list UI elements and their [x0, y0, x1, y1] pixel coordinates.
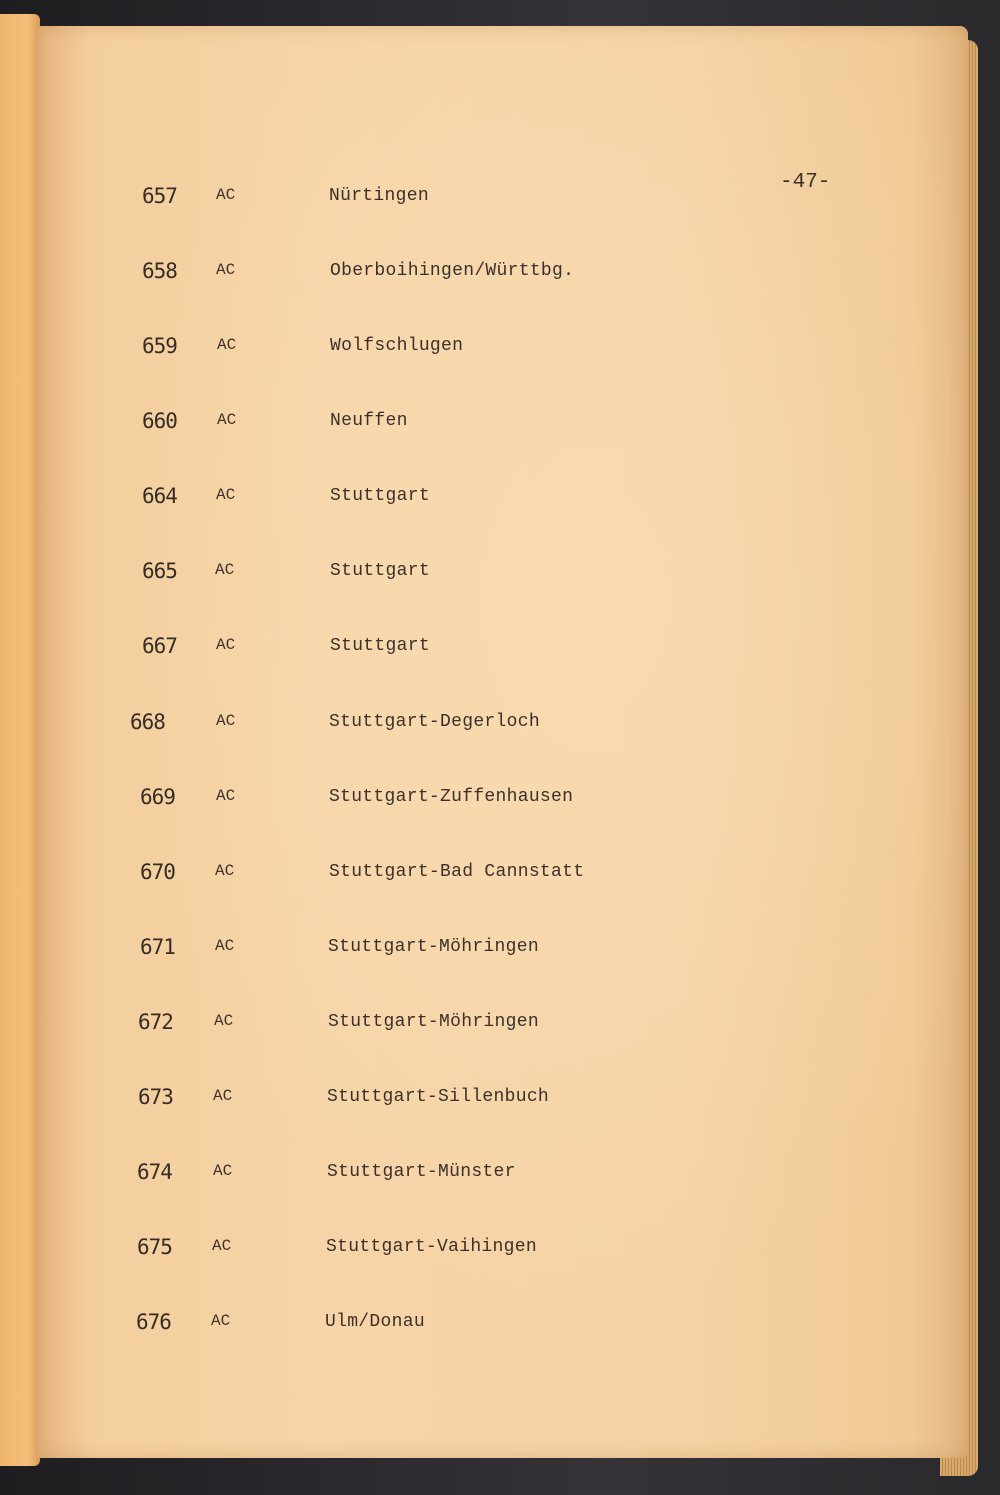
entry-place: Nürtingen [329, 186, 429, 206]
entry-number: 669 [140, 785, 175, 809]
entry-place: Stuttgart-Möhringen [328, 937, 539, 957]
entry-number: 674 [137, 1160, 172, 1184]
entry-place: Stuttgart-Bad Cannstatt [329, 862, 585, 882]
entry-code: AC [216, 636, 236, 654]
entry-place: Wolfschlugen [330, 336, 464, 356]
entry-number: 657 [142, 184, 177, 208]
entry-code: AC [216, 486, 236, 504]
entry-number: 673 [138, 1085, 173, 1109]
list-entry [36, 1010, 736, 1040]
entry-number: 672 [138, 1010, 173, 1034]
entry-code: AC [213, 1162, 233, 1180]
entry-code: AC [216, 261, 236, 279]
entry-place: Ulm/Donau [325, 1312, 425, 1332]
list-entry [36, 484, 736, 514]
entry-code: AC [216, 186, 236, 204]
list-entry [36, 559, 736, 589]
entry-place: Neuffen [330, 411, 408, 431]
list-entry [36, 1085, 736, 1115]
entry-number: 670 [140, 860, 175, 884]
list-entry [36, 184, 736, 214]
entry-place: Stuttgart [330, 636, 430, 656]
entry-number: 665 [142, 559, 177, 583]
entry-number: 664 [142, 484, 177, 508]
entry-code: AC [217, 411, 237, 429]
document-page [36, 26, 968, 1458]
entry-place: Stuttgart-Münster [327, 1162, 516, 1182]
entry-place: Stuttgart-Sillenbuch [327, 1087, 550, 1107]
entry-code: AC [213, 1087, 233, 1105]
entry-code: AC [214, 1012, 234, 1030]
entry-place: Stuttgart-Möhringen [328, 1012, 539, 1032]
list-entry [36, 1235, 736, 1265]
page-number: -47- [780, 171, 831, 194]
entry-code: AC [211, 1312, 231, 1330]
entry-number: 671 [140, 935, 175, 959]
entry-place: Stuttgart-Zuffenhausen [329, 787, 574, 807]
list-entry [36, 860, 736, 890]
list-entry [36, 785, 736, 815]
entry-code: AC [212, 1237, 232, 1255]
entry-number: 668 [130, 710, 165, 734]
entry-code: AC [216, 787, 236, 805]
list-entry [36, 634, 736, 664]
entry-code: AC [216, 712, 236, 730]
entry-number: 667 [142, 634, 177, 658]
entry-place: Stuttgart [330, 561, 430, 581]
entry-number: 675 [137, 1235, 172, 1259]
entry-number: 676 [136, 1310, 171, 1334]
entry-number: 659 [142, 334, 177, 358]
list-entry [36, 259, 736, 289]
entry-code: AC [215, 561, 235, 579]
entry-number: 658 [142, 259, 177, 283]
entry-code: AC [215, 937, 235, 955]
entry-place: Oberboihingen/Württbg. [330, 261, 575, 281]
entry-place: Stuttgart-Vaihingen [326, 1237, 537, 1257]
entry-code: AC [217, 336, 237, 354]
list-entry [36, 1160, 736, 1190]
entry-code: AC [215, 862, 235, 880]
list-entry [36, 710, 736, 740]
list-entry [36, 409, 736, 439]
entry-place: Stuttgart-Degerloch [329, 712, 540, 732]
list-entry [36, 935, 736, 965]
left-page-edge [0, 14, 40, 1466]
entry-number: 660 [142, 409, 177, 433]
entry-place: Stuttgart [330, 486, 430, 506]
list-entry [36, 1310, 736, 1340]
list-entry [36, 334, 736, 364]
